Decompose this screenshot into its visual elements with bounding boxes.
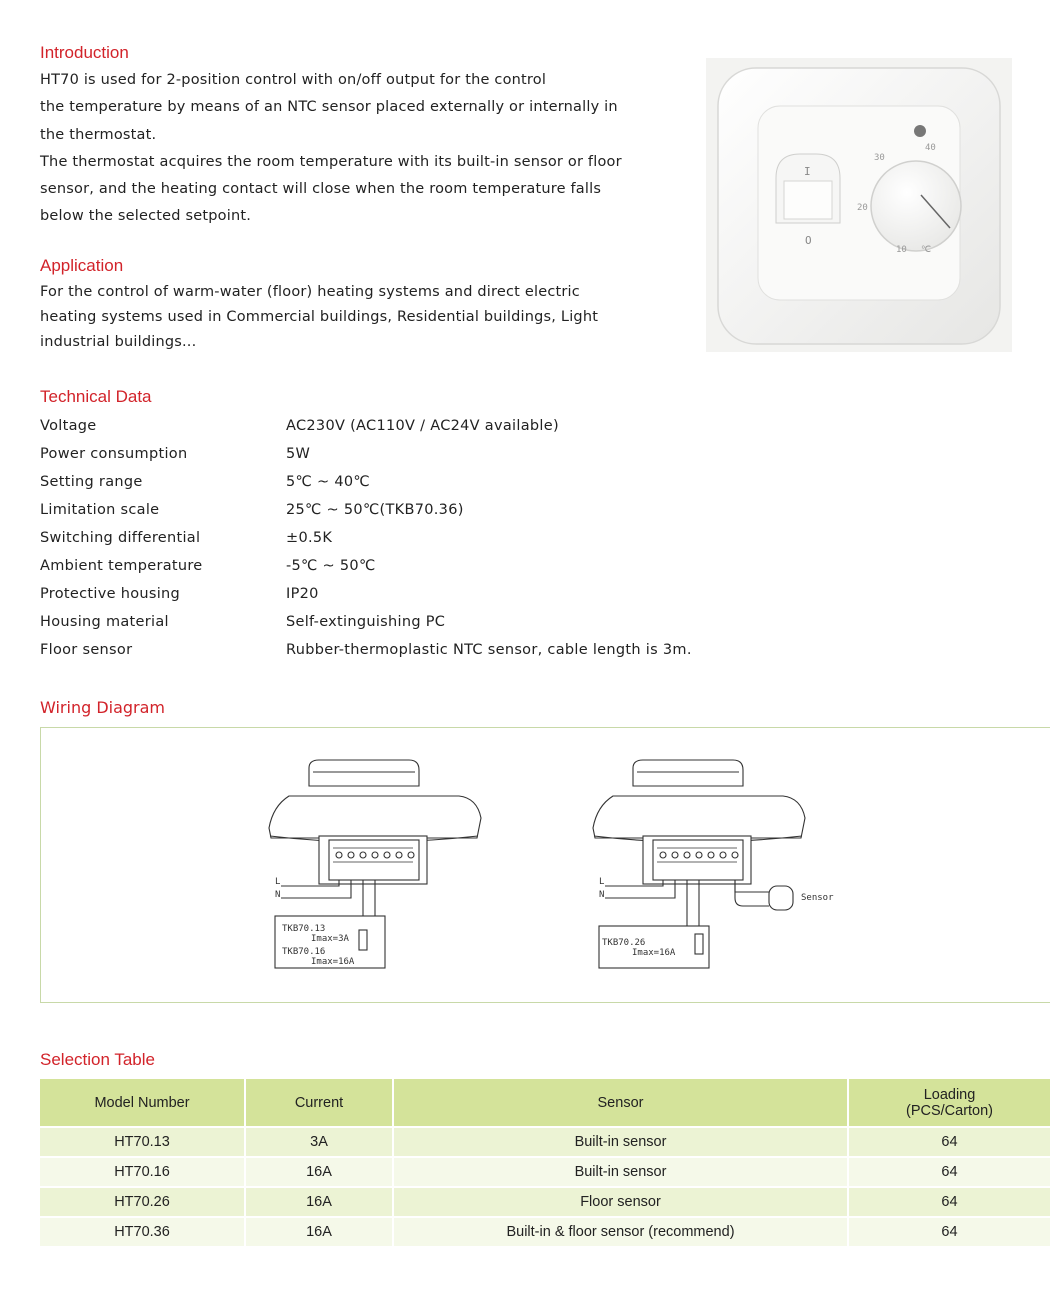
table-row <box>40 1157 1050 1187</box>
wiring-left-N: N <box>275 890 281 900</box>
wiring-heading: Wiring Diagram <box>40 698 166 717</box>
tech-label: Setting range <box>40 474 143 490</box>
wiring-left-box-line3: TKB70.16 <box>282 947 326 957</box>
tech-value: Self-extinguishing PC <box>286 614 446 630</box>
intro-line: the thermostat. <box>40 126 157 143</box>
col-header-loading <box>848 1079 1050 1127</box>
col-header-sensor: Sensor <box>393 1079 848 1127</box>
application-heading: Application <box>40 256 124 275</box>
dial-mark-40: 40 <box>925 143 936 153</box>
intro-line: the temperature by means of an NTC sensor placed externally or internally in <box>40 99 618 116</box>
wiring-right-box-line2: Imax=16A <box>632 948 676 958</box>
cell-sensor: Built-in sensor <box>393 1157 848 1187</box>
wiring-left <box>269 760 481 968</box>
col-header-current: Current <box>245 1079 393 1127</box>
application-line: industrial buildings... <box>40 334 197 350</box>
wiring-left-box-line1: TKB70.13 <box>282 924 326 934</box>
wiring-left-L: L <box>275 877 281 887</box>
intro-line: sensor, and the heating contact will close when the room temperature falls <box>40 181 602 198</box>
intro-line: below the selected setpoint. <box>40 208 252 225</box>
cell-current: 16A <box>245 1217 393 1247</box>
intro-heading: Introduction <box>40 43 129 62</box>
cell-current: 3A <box>245 1127 393 1157</box>
wiring-right <box>593 760 805 968</box>
tech-label: Limitation scale <box>40 502 160 518</box>
cell-sensor: Built-in sensor <box>393 1127 848 1157</box>
cell-model: HT70.26 <box>40 1187 245 1217</box>
tech-value: 25℃ ~ 50℃(TKB70.36) <box>286 502 464 518</box>
dial-mark-unit: ℃ <box>921 245 932 255</box>
wiring-right-L: L <box>599 877 605 887</box>
tech-value: 5W <box>286 446 311 462</box>
wiring-right-box-line1: TKB70.26 <box>602 938 646 948</box>
dial-mark-20: 20 <box>857 203 868 213</box>
wiring-left-box-line2: Imax=3A <box>311 934 349 944</box>
selection-heading: Selection Table <box>40 1050 155 1069</box>
tech-label: Protective housing <box>40 586 181 602</box>
tech-value: Rubber-thermoplastic NTC sensor, cable length is 3m. <box>286 642 692 658</box>
tech-label: Floor sensor <box>40 642 133 658</box>
cell-loading: 64 <box>848 1157 1050 1187</box>
application-text <box>40 280 598 355</box>
table-row <box>40 1187 1050 1217</box>
tech-label: Ambient temperature <box>40 558 203 574</box>
tech-value: AC230V (AC110V / AC24V available) <box>286 418 559 434</box>
cell-current: 16A <box>245 1157 393 1187</box>
cell-loading: 64 <box>848 1187 1050 1217</box>
cell-current: 16A <box>245 1187 393 1217</box>
thermostat-image <box>706 58 1012 352</box>
col-header-loading-line1: Loading <box>923 1086 976 1103</box>
cell-model: HT70.16 <box>40 1157 245 1187</box>
intro-text <box>40 67 622 231</box>
tech-value: ±0.5K <box>286 530 333 546</box>
tech-value: IP20 <box>286 586 319 602</box>
cell-sensor: Built-in & floor sensor (recommend) <box>393 1217 848 1247</box>
wiring-left-box-line4: Imax=16A <box>311 957 355 967</box>
switch-on-mark: I <box>804 165 811 178</box>
wiring-right-sensor-label: Sensor <box>801 893 834 903</box>
selection-table <box>40 1079 1050 1248</box>
col-header-model: Model Number <box>40 1079 245 1127</box>
wiring-diagram-box <box>40 727 1050 1003</box>
dial-mark-10: 10 <box>896 245 907 255</box>
selection-header-row <box>40 1079 1050 1127</box>
intro-line: HT70 is used for 2-position control with on/off output for the control <box>40 72 547 88</box>
cell-sensor: Floor sensor <box>393 1187 848 1217</box>
wiring-diagram <box>41 728 1050 1004</box>
dial-mark-30: 30 <box>874 153 885 163</box>
tech-label: Housing material <box>40 614 169 630</box>
thermostat-illustration <box>706 58 1012 352</box>
tech-label: Switching differential <box>40 530 201 546</box>
cell-loading: 64 <box>848 1127 1050 1157</box>
cell-loading: 64 <box>848 1217 1050 1247</box>
table-row <box>40 1127 1050 1157</box>
switch-off-mark: O <box>805 234 812 247</box>
intro-line: The thermostat acquires the room temperature with its built-in sensor or floor <box>40 153 622 170</box>
cell-model: HT70.13 <box>40 1127 245 1157</box>
wiring-right-N: N <box>599 890 605 900</box>
cell-model: HT70.36 <box>40 1217 245 1247</box>
technical-heading: Technical Data <box>40 387 152 406</box>
tech-value: -5℃ ~ 50℃ <box>286 558 376 574</box>
application-line: heating systems used in Commercial buildings, Residential buildings, Light <box>40 309 599 325</box>
tech-label: Voltage <box>40 418 97 434</box>
application-line: For the control of warm-water (floor) heating systems and direct electric <box>40 284 580 300</box>
table-row <box>40 1217 1050 1247</box>
col-header-loading-line2: (PCS/Carton) <box>905 1102 994 1119</box>
tech-label: Power consumption <box>40 446 188 462</box>
tech-value: 5℃ ~ 40℃ <box>286 474 371 490</box>
